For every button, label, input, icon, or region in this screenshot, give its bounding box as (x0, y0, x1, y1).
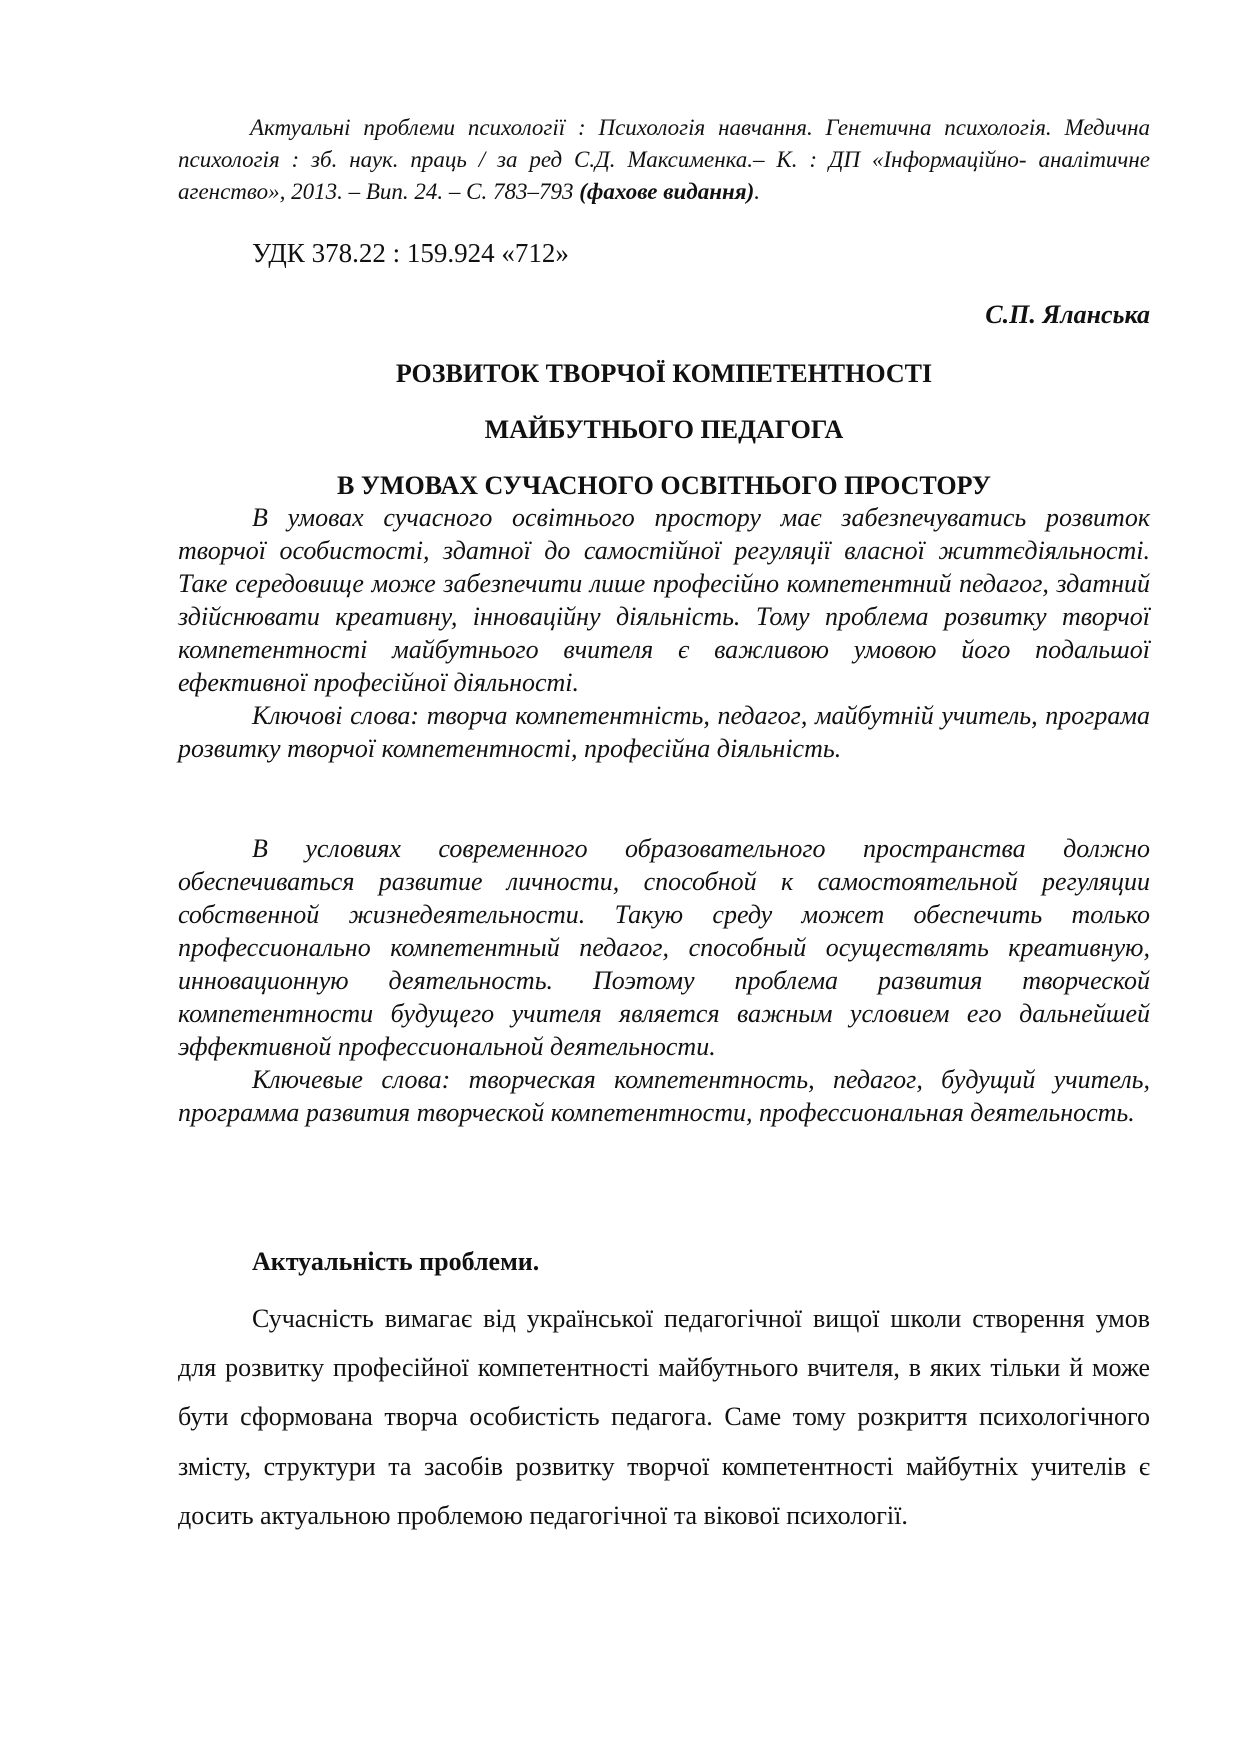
abstract-ua-text: В умовах сучасного освітнього простору має забезпечуватись розвиток творчої особистості, здатної до самостійної регуляції власної життєдіяльності. Таке середовище може забезпечити лише професійно компетентний педагог, здатний здійснювати креативну, інноваційну діяльність. Тому проблема розвитку творчої компетентності майбутнього вчителя є важливою умовою його подальшої ефективної професійної діяльності. (178, 503, 1150, 697)
abstract-ru-keywords: Ключевые слова: творческая компетентность, педагог, будущий учитель, программа развития творческой компетентности, профессиональная деятельность. (178, 1065, 1150, 1127)
author-name: С.П. Яланська (985, 300, 1150, 329)
udc-code: УДК 378.22 : 159.924 «712» (252, 238, 569, 268)
title-line-2: МАЙБУТНЬОГО ПЕДАГОГА (484, 415, 844, 444)
title-line-3: В УМОВАХ СУЧАСНОГО ОСВІТНЬОГО ПРОСТОРУ (337, 471, 991, 500)
citation-line-3: аналітичне агенство», 2013. – Вип. 24. – С. 783–793 (178, 147, 1151, 204)
abstract-ua-keywords: Ключові слова: творча компетентність, педагог, майбутній учитель, програма розвитку творчої компетентності, професійна діяльність. (178, 701, 1150, 763)
section-heading: Актуальність проблеми. (252, 1247, 540, 1276)
abstract-ru-text: В условиях современного образовательного пространства должно обеспечиваться развитие личности, способной к самостоятельной регуляции собственной жизнедеятельности. Такую среду может обеспечить только профессионально компетентный педагог, способный осуществлять креативную, инновационную деятельность. Поэтому проблема развития творческой компетентности будущего учителя является важным условием его дальнейшей эффективной профессиональной деятельности. (178, 834, 1150, 1061)
body-paragraph: Сучасність вимагає від української педагогічної вищої школи створення умов для розвитку професійної компетентності майбутнього вчителя, в яких тільки й може бути сформована творча особистість педагога. Саме тому розкриття психологічного змісту, структури та засобів розвитку творчої компетентності майбутніх учителів є досить актуальною проблемою педагогічної та вікової психології. (178, 1304, 1150, 1530)
citation (178, 112, 1150, 208)
citation-note: (фахове видання) (579, 179, 755, 204)
title-line-1: РОЗВИТОК ТВОРЧОЇ КОМПЕТЕНТНОСТІ (395, 359, 933, 388)
citation-end: . (754, 179, 761, 204)
citation-line-1: Актуальні проблеми психології : Психологія навчання. Генетична психологія. (250, 115, 1052, 140)
article-title (178, 346, 1150, 514)
abstract-ukrainian (178, 501, 1150, 765)
abstract-russian (178, 832, 1150, 1129)
citation-line-2: Медична психологія : зб. наук. праць / за ред С.Д. Максименка.– К. : ДП «Інформаційно- (178, 115, 1151, 172)
